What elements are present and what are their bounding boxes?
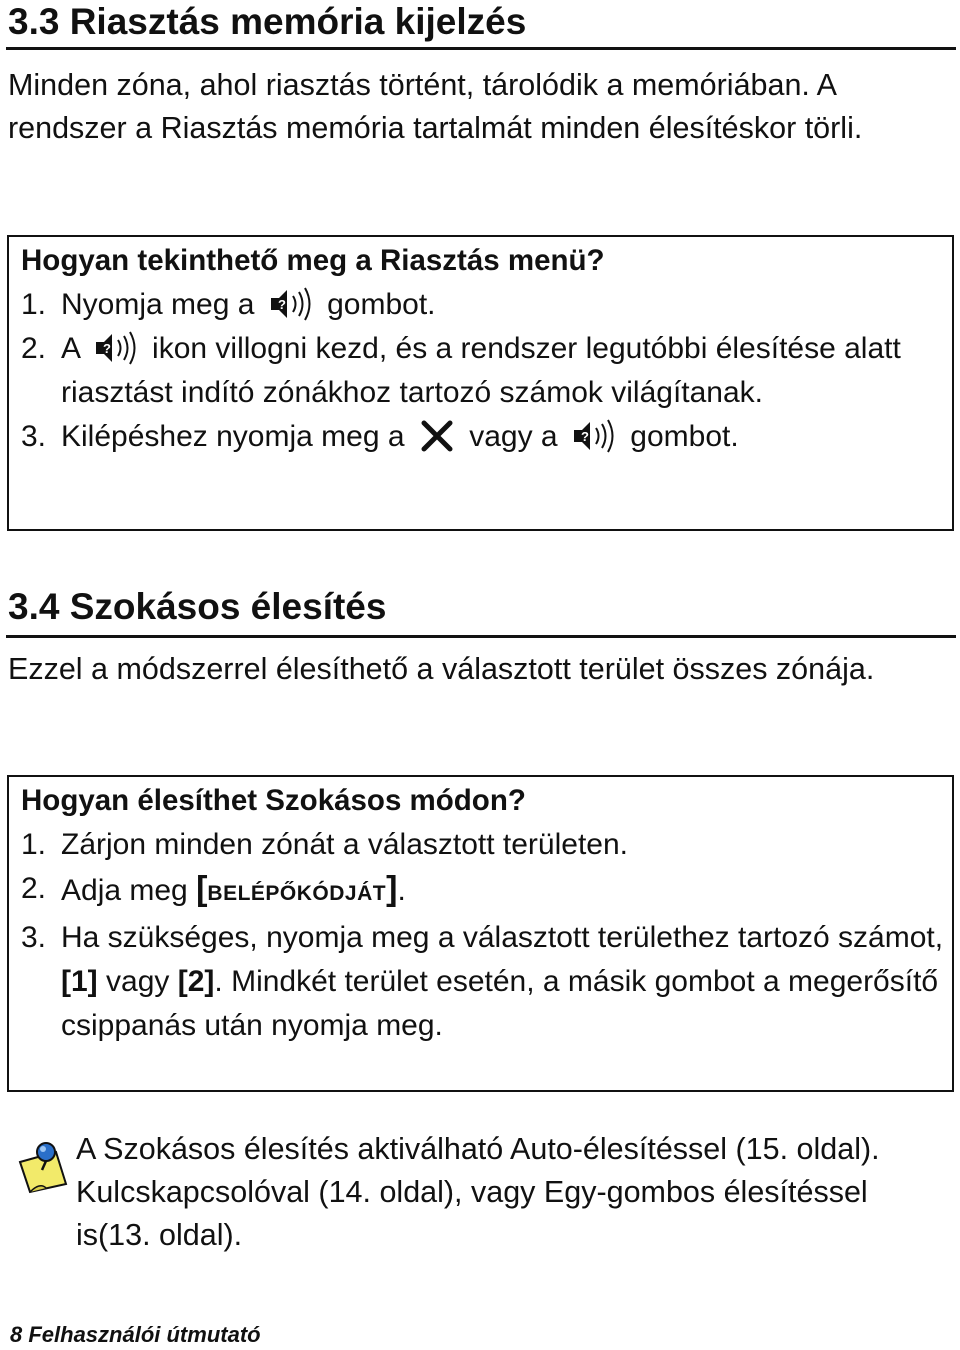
howto-alarm-memory-heading: Hogyan tekinthető meg a Riasztás menü? xyxy=(21,244,605,277)
step-1 xyxy=(21,823,944,867)
alarm-memory-intro: Minden zóna, ahol riasztás történt, tárolódik a memóriában. A rendszer a Riasztás memória tartalmát minden élesítéskor törli. xyxy=(8,68,863,145)
step-text: Nyomja meg a xyxy=(61,288,255,321)
speaker-question-icon xyxy=(269,286,313,322)
step-3 xyxy=(21,415,944,459)
step-number: 2. xyxy=(21,872,47,905)
step-number: 3. xyxy=(21,420,47,453)
user-code-key: BELÉPŐKÓDJÁT xyxy=(207,882,387,905)
svg-text:?: ? xyxy=(580,429,589,444)
key-2: [2] xyxy=(177,965,215,998)
step-2 xyxy=(21,867,944,916)
step-text: Kilépéshez nyomja meg a xyxy=(61,420,405,453)
step-text: A xyxy=(61,332,80,365)
regular-arming-intro: Ezzel a módszerrel élesíthető a választott terület összes zónája. xyxy=(8,652,875,686)
step-3 xyxy=(21,916,944,1048)
step-1 xyxy=(21,283,944,327)
section-title-regular-arming: 3.4 Szokásos élesítés xyxy=(8,586,387,627)
step-text: gombot. xyxy=(630,420,739,453)
svg-text:?: ? xyxy=(102,341,111,356)
step-text: ikon villogni kezd, és a rendszer legutóbbi élesítése alatt riasztást indító zónákhoz tartozó számok világítanak. xyxy=(61,332,901,409)
page-footer: 8 Felhasználói útmutató xyxy=(10,1322,261,1347)
section-rule xyxy=(6,47,956,50)
pushpin-note-icon xyxy=(16,1138,72,1194)
svg-text:?: ? xyxy=(277,297,286,312)
step-number: 3. xyxy=(21,921,47,954)
step-text: vagy xyxy=(106,965,170,998)
step-number: 2. xyxy=(21,332,47,365)
speaker-question-icon xyxy=(572,418,616,454)
step-text: . xyxy=(397,874,406,907)
step-number: 1. xyxy=(21,828,47,861)
step-text: Zárjon minden zónát a választott területen. xyxy=(61,828,628,861)
section-title-alarm-memory: 3.3 Riasztás memória kijelzés xyxy=(8,1,527,42)
step-2 xyxy=(21,327,944,415)
speaker-question-icon xyxy=(94,330,138,366)
step-number: 1. xyxy=(21,288,47,321)
step-text: vagy a xyxy=(469,420,558,453)
howto-alarm-memory-box xyxy=(7,235,954,531)
howto-regular-arming-box xyxy=(7,775,954,1092)
step-text: Ha szükséges, nyomja meg a választott területhez tartozó számot, xyxy=(61,921,944,954)
note-text: A Szokásos élesítés aktiválható Auto-élesítéssel (15. oldal). Kulcskapcsolóval (14. oldal), vagy Egy-gombos élesítéssel is(13. oldal). xyxy=(76,1132,880,1252)
howto-regular-arming-heading: Hogyan élesíthet Szokásos módon? xyxy=(21,784,526,817)
bracket-close: ] xyxy=(386,870,398,908)
step-text: . Mindkét terület esetén, a másik gombot a megerősítő csippanás után nyomja meg. xyxy=(61,965,939,1042)
step-text: Adja meg xyxy=(61,874,188,907)
section-rule xyxy=(6,635,956,638)
key-1: [1] xyxy=(61,965,98,998)
step-text: gombot. xyxy=(327,288,436,321)
x-close-icon xyxy=(419,418,455,454)
bracket-open: [ xyxy=(196,870,208,908)
